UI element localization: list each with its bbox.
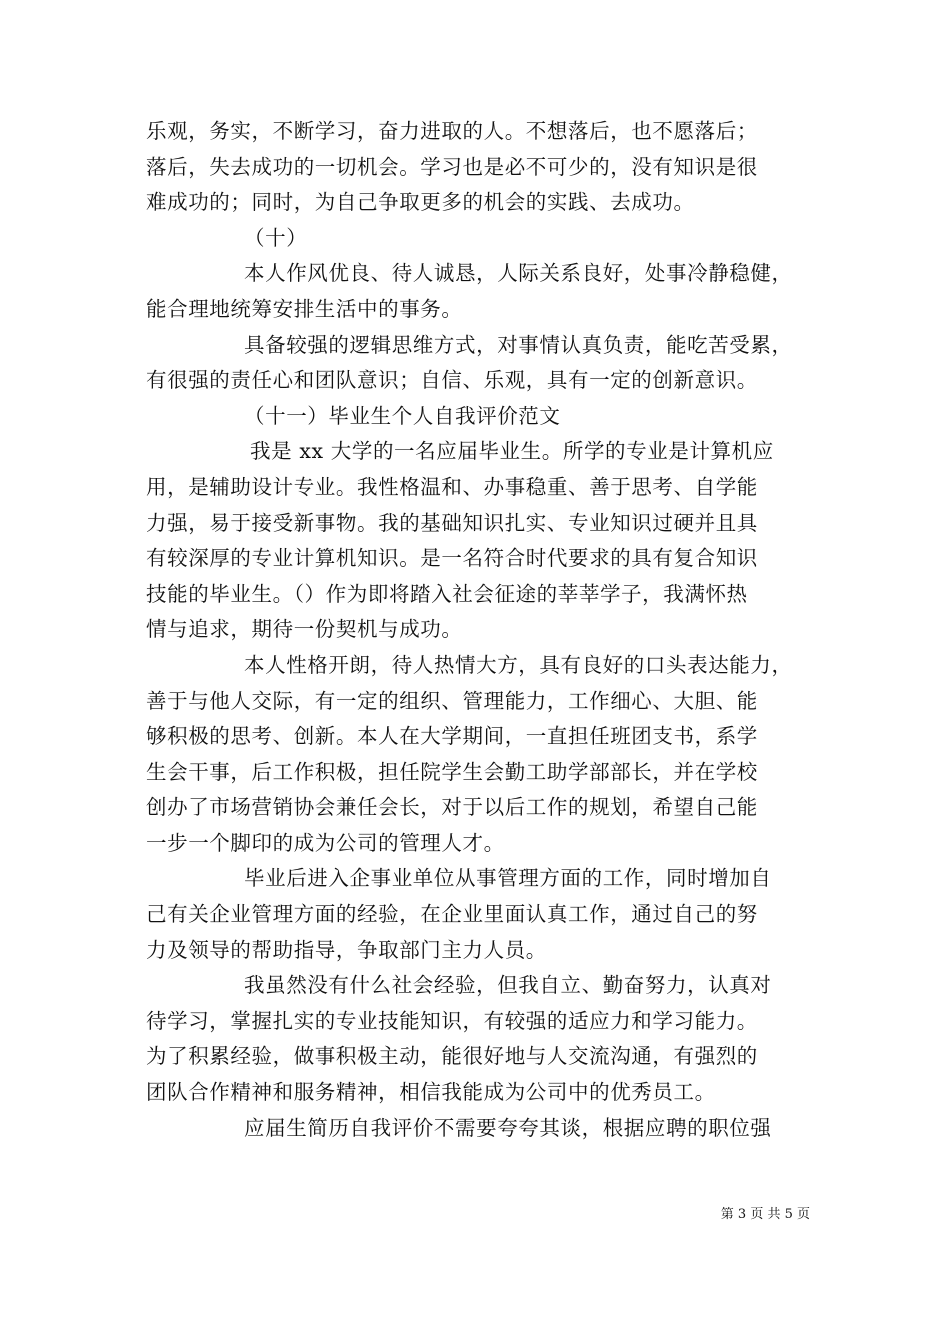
text-line: 能合理地统筹安排生活中的事务。	[146, 296, 463, 321]
text-line: 技能的毕业生。（）作为即将踏入社会征途的莘莘学子，我满怀热	[146, 581, 748, 606]
text-line: 有很强的责任心和团队意识；自信、乐观，具有一定的创新意识。	[146, 368, 758, 393]
text-line: 用，是辅助设计专业。我性格温和、办事稳重、善于思考、自学能	[146, 474, 758, 499]
text-line: 我是 xx 大学的一名应届毕业生。所学的专业是计算机应	[250, 439, 774, 464]
text-line: 我虽然没有什么社会经验，但我自立、勤奋努力，认真对	[244, 973, 772, 998]
text-line: 善于与他人交际，有一定的组织、管理能力，工作细心、大胆、能	[146, 688, 758, 713]
section-heading: （十一）毕业生个人自我评价范文	[244, 403, 561, 428]
document-body	[146, 114, 826, 1146]
text-line: 本人性格开朗，待人热情大方，具有良好的口头表达能力，	[244, 652, 793, 677]
text-line: 力强，易于接受新事物。我的基础知识扎实、专业知识过硬并且具	[146, 510, 758, 535]
text-line: 力及领导的帮助指导，争取部门主力人员。	[146, 937, 547, 962]
text-line: 够积极的思考、创新。本人在大学期间，一直担任班团支书，系学	[146, 724, 758, 749]
text-line: 应届生简历自我评价不需要夸夸其谈，根据应聘的职位强	[244, 1115, 772, 1140]
text-line: 本人作风优良、待人诚恳，人际关系良好，处事冷静稳健，	[244, 261, 793, 286]
text-line: 有较深厚的专业计算机知识。是一名符合时代要求的具有复合知识	[146, 546, 758, 571]
text-line: 己有关企业管理方面的经验，在企业里面认真工作，通过自己的努	[146, 902, 758, 927]
text-line: 为了积累经验，做事积极主动，能很好地与人交流沟通，有强烈的	[146, 1044, 758, 1069]
text-line: 落后，失去成功的一切机会。学习也是必不可少的，没有知识是很	[146, 154, 758, 179]
text-line: 待学习，掌握扎实的专业技能知识，有较强的适应力和学习能力。	[146, 1008, 758, 1033]
text-line: 毕业后进入企事业单位从事管理方面的工作，同时增加自	[244, 866, 772, 891]
text-line: 生会干事，后工作积极，担任院学生会勤工助学部部长，并在学校	[146, 759, 758, 784]
page-number: 第 3 页 共 5 页	[720, 1207, 810, 1222]
text-line: 一步一个脚印的成为公司的管理人才。	[146, 830, 505, 855]
text-line: 难成功的；同时，为自己争取更多的机会的实践、去成功。	[146, 190, 695, 215]
section-heading: （十）	[244, 225, 308, 250]
text-line: 团队合作精神和服务精神，相信我能成为公司中的优秀员工。	[146, 1080, 716, 1105]
text-line: 具备较强的逻辑思维方式，对事情认真负责，能吃苦受累，	[244, 332, 793, 357]
text-line: 乐观，务实，不断学习，奋力进取的人。不想落后，也不愿落后；	[146, 119, 758, 143]
text-line: 情与追求，期待一份契机与成功。	[146, 617, 463, 642]
text-line: 创办了市场营销协会兼任会长，对于以后工作的规划，希望自己能	[146, 795, 758, 820]
